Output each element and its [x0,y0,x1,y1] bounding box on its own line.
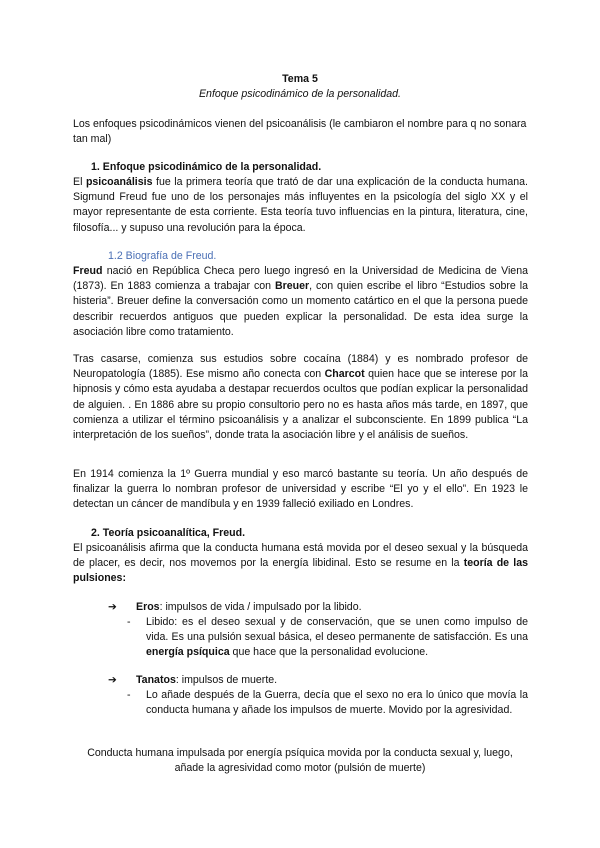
document-subtitle: Enfoque psicodinámico de la personalidad. [198,88,401,100]
bold-term: Freud [73,265,103,277]
eros-item [108,600,528,615]
text-run: : impulsos de muerte. [175,674,278,686]
section1-paragraph [73,175,528,236]
text-run: que hace que la personalidad evolucione. [229,646,429,659]
eros-label: Eros [136,601,160,613]
text-run: nació en República Checa pero luego ingresó en la Universidad de Medicina de Viena (1873). En 1883 comienza a trabajar con [73,265,528,293]
text-run: Libido: es el deseo sexual y de conservación, que se unen como impulso de vida. Es una pulsión sexual básica, el deseo permanente de satisfacción. Es una [146,616,528,644]
intro-paragraph: Los enfoques psicodinámicos vienen del psicoanálisis (le cambiaron el nombre para q no sonara tan mal) [73,118,527,146]
text-run: El psicoanálisis afirma que la conducta humana está movida por el deseo sexual y la búsqueda de placer, es decir, nos movemos por la energía libidinal. Esto se resume en la [73,542,528,570]
dash-bullet: - [127,616,131,628]
tanatos-subitem: Lo añade después de la Guerra, decía que el sexo no era lo único que movía la conducta humana y añade los impulsos de muerte. Movido por la agresividad. [146,689,528,717]
biography-paragraph-3: En 1914 comienza la 1º Guerra mundial y eso marcó bastante su teoría. Un año después de finalizar la guerra lo nombran profesor de universidad y escribe “El yo y el ello”. En 1923 le detectan un cáncer de mandíbula y en 1939 falleció exiliado en Londres. [73,468,528,511]
text-run: quien hace que se interese por la hipnosis y cómo esta ayudaba a destapar recuerdos ocultos que podían explicar la personalidad de alguien. . En 1886 abre su propio consultorio pero no es hasta años más tarde, en 1897, que comienza a utilizar el término psicoanálisis y a analizar el subconsciente. En 1899 publica “La interpretación de los sueños”, donde trata la asociación libre y el análisis de sueños. [73,368,528,442]
dash-bullet: - [127,689,131,701]
bold-term: psicoanálisis [85,176,153,188]
eros-subitem [146,615,528,661]
text-run: El [73,176,86,188]
tanatos-item [108,673,528,688]
biography-paragraph-2 [73,352,528,443]
section12-heading: 1.2 Biografía de Freud. [108,250,217,262]
arrow-icon: ➔ [108,601,117,613]
section2-paragraph [73,541,528,587]
text-run: , con quien escribe el libro “Estudios sobre la histeria”. Breuer define la conversación como un momento catártico en el que la persona puede describir recuerdos antiguos que pueden explicar la personalidad. De esta idea surge la asociación libre como tratamiento. [73,280,528,338]
bold-term: teoría de las pulsiones: [73,557,528,585]
bold-term: Charcot [324,368,365,381]
arrow-icon: ➔ [108,674,117,686]
biography-paragraph-1 [73,264,528,340]
tanatos-label: Tanatos [136,674,176,686]
document-title: Tema 5 [282,73,318,85]
text-run: : impulsos de vida / impulsado por la libido. [159,601,362,613]
closing-line-2: añade la agresividad como motor (pulsión de muerte) [174,762,426,774]
text-run: fue la primera teoría que trató de dar una explicación de la conducta humana. Sigmund Freud fue uno de los personajes más influyentes en la psicología del siglo XX y el mayor representante de esta corriente. Esta teoría tuvo influencias en la pintura, literatura, cine, filosofía... y supuso una revolución para la época. [73,176,528,234]
bold-term: Breuer [274,280,310,293]
bold-term: energía psíquica [146,646,230,659]
text-run: Tras casarse, comienza sus estudios sobre cocaína (1884) y es nombrado profesor de Neuropatología (1885). Ese mismo año conecta con [73,353,528,381]
section2-heading: 2. Teoría psicoanalítica, Freud. [91,527,246,539]
closing-line-1: Conducta humana impulsada por energía psíquica movida por la conducta sexual y, luego, [87,747,513,759]
section1-heading: 1. Enfoque psicodinámico de la personalidad. [91,161,322,173]
